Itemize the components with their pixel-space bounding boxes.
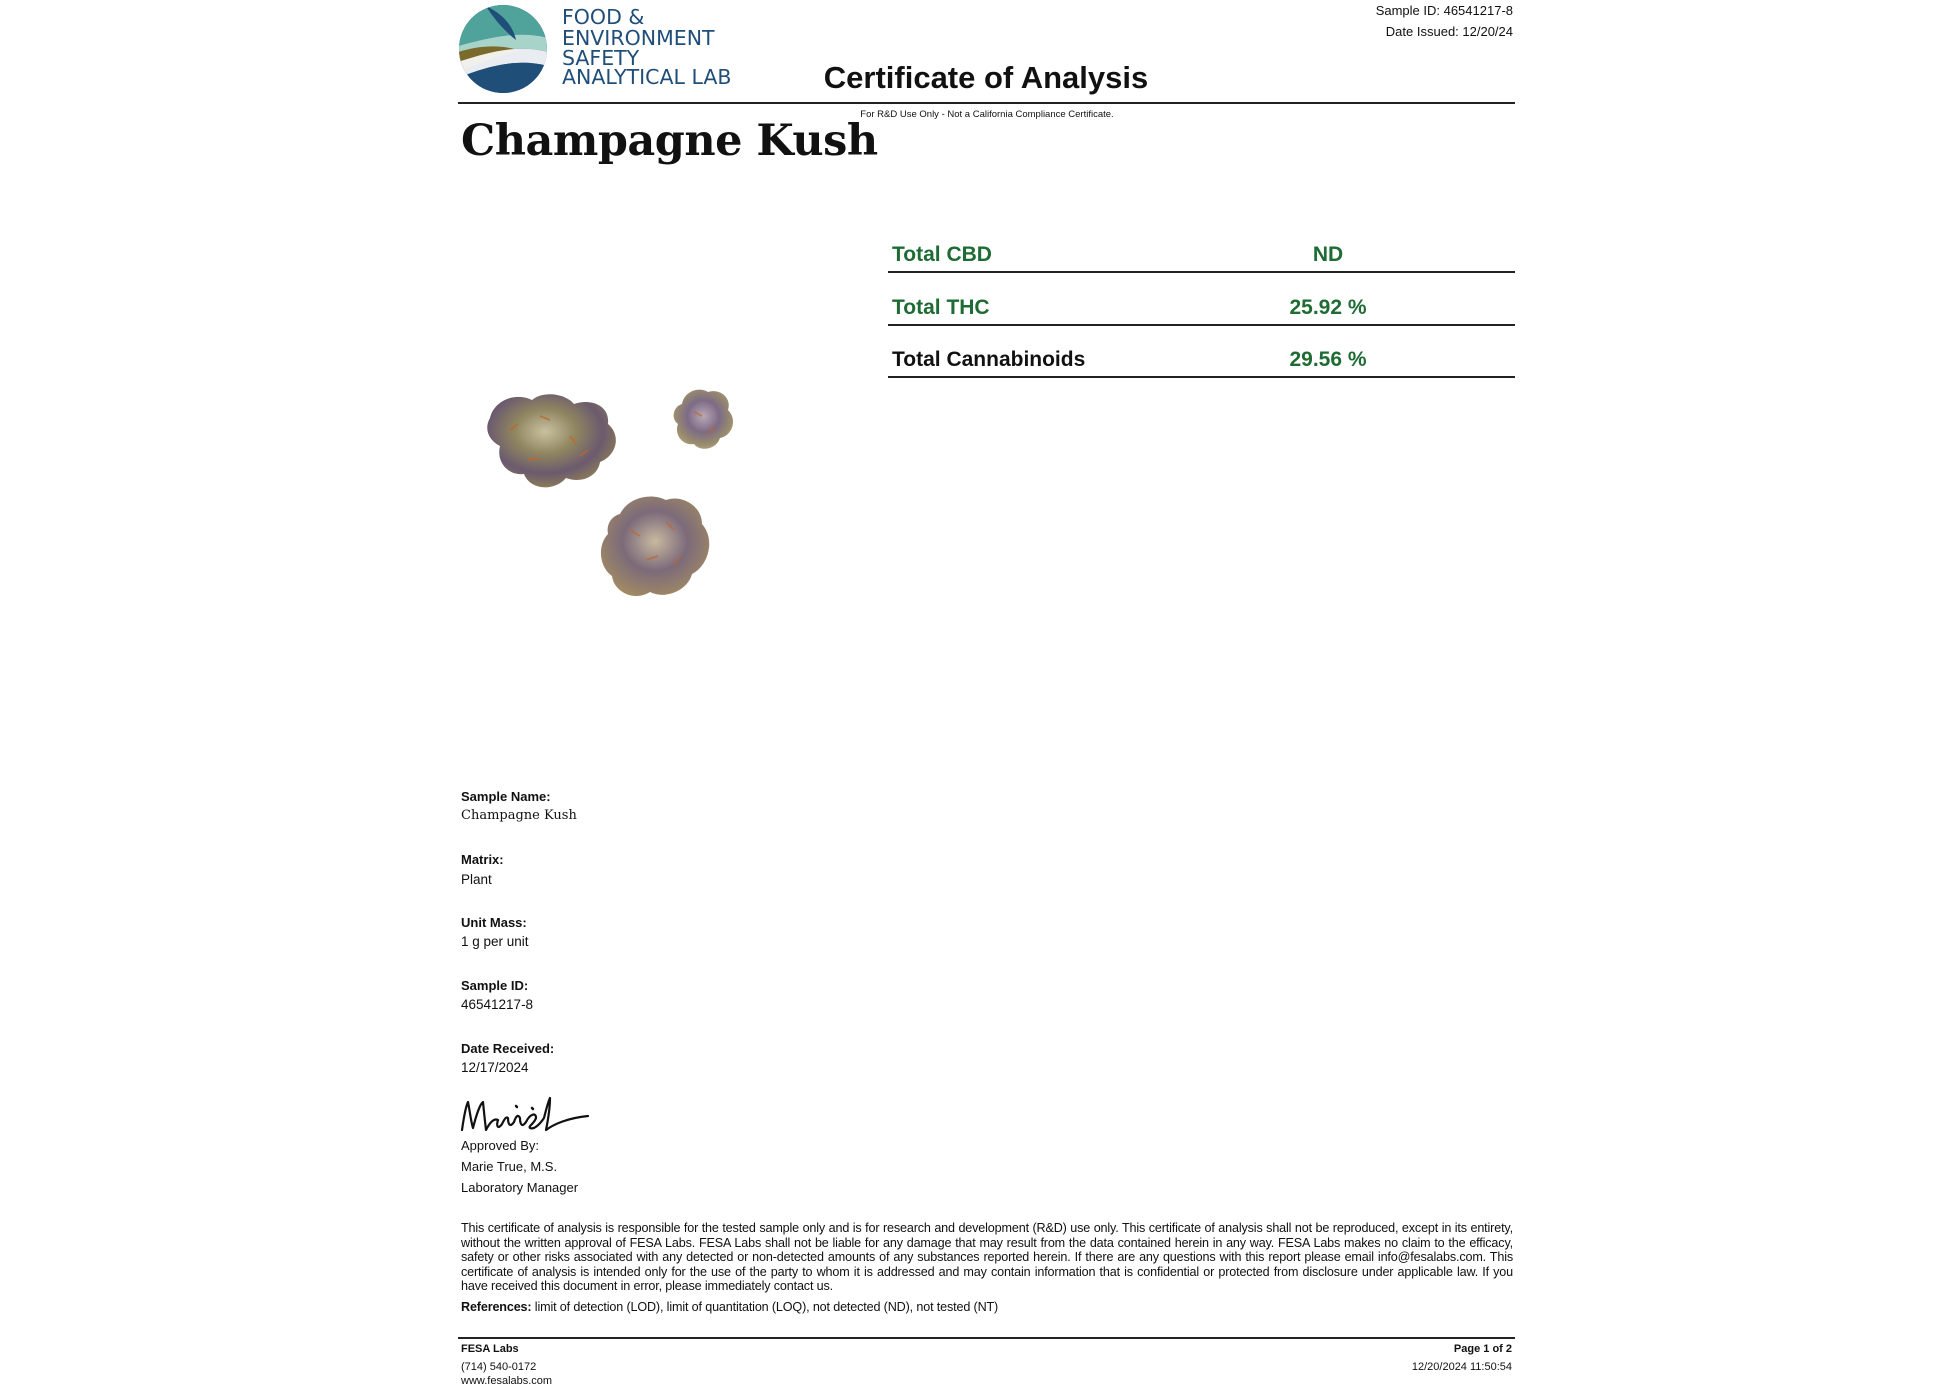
footer-page-number: Page 1 of 2 bbox=[1453, 1343, 1512, 1355]
result-row-total-cbd bbox=[888, 221, 1515, 273]
product-name-heading: Champagne Kush bbox=[461, 116, 878, 166]
logo-text-line-4: ANALYTICAL LAB bbox=[562, 65, 732, 89]
references-text: limit of detection (LOD), limit of quantitation (LOQ), not detected (ND), not tested (NT) bbox=[531, 1300, 999, 1314]
result-value: ND bbox=[1312, 243, 1344, 266]
footer-website: www.fesalabs.com bbox=[461, 1375, 553, 1387]
logo-text-line-3: SAFETY bbox=[562, 46, 640, 70]
header-date-issued: Date Issued: 12/20/24 bbox=[1385, 24, 1513, 39]
date-received-value: 12/17/2024 bbox=[461, 1060, 529, 1075]
sample-id-value: 46541217-8 bbox=[461, 997, 534, 1012]
rnd-use-note: For R&D Use Only - Not a California Compliance Certificate. bbox=[860, 109, 1114, 120]
result-row-total-thc bbox=[888, 274, 1515, 326]
sample-name-value: Champagne Kush bbox=[461, 808, 577, 823]
unit-mass-value: 1 g per unit bbox=[461, 934, 529, 949]
date-received-label: Date Received: bbox=[461, 1041, 555, 1056]
matrix-label: Matrix: bbox=[461, 852, 504, 867]
footer-timestamp: 12/20/2024 11:50:54 bbox=[1411, 1361, 1512, 1373]
result-label: Total CBD bbox=[892, 243, 992, 266]
footer-company: FESA Labs bbox=[461, 1343, 519, 1355]
sample-name-label: Sample Name: bbox=[461, 789, 551, 804]
cannabis-buds-photo-icon bbox=[470, 240, 820, 740]
document-title: Certificate of Analysis bbox=[823, 60, 1149, 95]
approved-by-label: Approved By: bbox=[461, 1138, 540, 1153]
footer-divider bbox=[458, 1337, 1515, 1339]
approver-title: Laboratory Manager bbox=[461, 1180, 579, 1195]
footer-phone: (714) 540-0172 bbox=[461, 1361, 537, 1373]
signature-icon bbox=[458, 1094, 592, 1138]
unit-mass-label: Unit Mass: bbox=[461, 915, 527, 930]
header-sample-id: Sample ID: 46541217-8 bbox=[1375, 3, 1513, 18]
result-value: 29.56 % bbox=[1289, 348, 1367, 371]
sample-id-label: Sample ID: bbox=[461, 978, 529, 993]
result-row-total-cannabinoids bbox=[888, 326, 1515, 378]
logo-text-line-1: FOOD & bbox=[562, 5, 645, 29]
result-label: Total THC bbox=[892, 296, 990, 319]
result-value: 25.92 % bbox=[1289, 296, 1367, 319]
logo-text-line-2: ENVIRONMENT bbox=[562, 26, 715, 50]
matrix-value: Plant bbox=[461, 872, 492, 887]
references-line bbox=[461, 1300, 998, 1314]
approver-name: Marie True, M.S. bbox=[461, 1159, 558, 1174]
header-divider bbox=[458, 102, 1515, 104]
result-label: Total Cannabinoids bbox=[892, 348, 1086, 371]
references-label: References: bbox=[461, 1300, 532, 1314]
disclaimer-text: This certificate of analysis is responsible for the tested sample only and is for research and development (R&D) use only. This certificate of analysis shall not be reproduced, except in its entirety, without the written approval of FESA Labs. FESA Labs shall not be liable for any damage that may result from the data contained herein in any way. FESA Labs makes no claim to the efficacy, safety or other risks associated with any detected or non-detected amounts of any substances reported herein. If there are any questions with this report please email info@fesalabs.com. This certificate of analysis is intended only for the use of the party to whom it is addressed and may contain information that is confidential or protected from disclosure under applicable law. If you have received this document in error, please immediately contact us. bbox=[461, 1221, 1513, 1293]
